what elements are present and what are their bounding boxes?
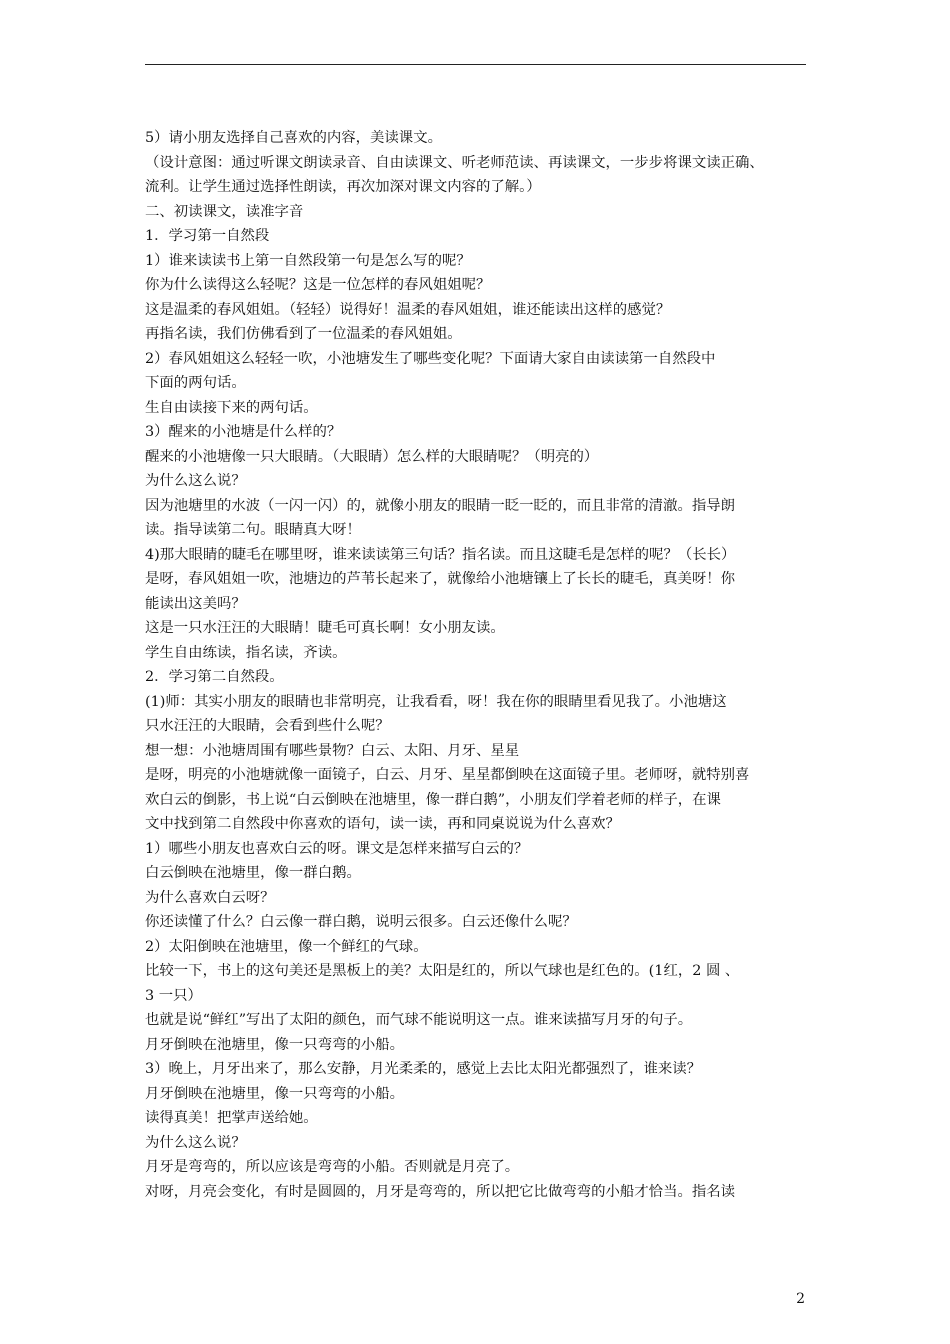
text-line: 这是温柔的春风姐姐。（轻轻）说得好！温柔的春风姐姐，谁还能读出这样的感觉？	[145, 301, 671, 318]
text-line: 你为什么读得这么轻呢？这是一位怎样的春风姐姐呢？	[145, 277, 491, 293]
document-body	[145, 126, 809, 1204]
text-line: 想一想：小池塘周围有哪些景物？白云、太阳、月牙、星星	[145, 742, 520, 759]
text-line: 3）晚上，月牙出来了，那么安静，月光柔柔的，感觉上去比太阳光都强烈了，谁来读？	[145, 1061, 702, 1077]
text-line: 3）醒来的小池塘是什么样的？	[145, 424, 342, 440]
text-line: 2）太阳倒映在池塘里，像一个鲜红的气球。	[145, 938, 428, 955]
text-line: 月牙倒映在池塘里，像一只弯弯的小船。	[145, 1036, 405, 1053]
text-line: 1）谁来读读书上第一自然段第一句是怎么写的呢？	[145, 252, 471, 269]
text-line: 因为池塘里的水波（一闪一闪）的，就像小朋友的眼睛一眨一眨的，而且非常的清澈。指导朗	[145, 497, 736, 514]
text-line: 1）哪些小朋友也喜欢白云的呀。课文是怎样来描写白云的？	[145, 840, 529, 857]
text-line: 是呀，明亮的小池塘就像一面镜子，白云、月牙、星星都倒映在这面镜子里。老师呀，就特别喜	[145, 767, 750, 783]
text-line: 只水汪汪的大眼睛，会看到些什么呢？	[145, 718, 390, 734]
text-line: 再指名读，我们仿佛看到了一位温柔的春风姐姐。	[145, 326, 462, 342]
text-line: 生自由读接下来的两句话。	[145, 399, 318, 416]
text-line: (1)师：其实小朋友的眼睛也非常明亮，让我看看，呀！我在你的眼睛里看见我了。小池塘这	[145, 693, 727, 710]
text-line: 读得真美！把掌声送给她。	[145, 1110, 318, 1126]
text-line: 文中找到第二自然段中你喜欢的语句，读一读，再和同桌说说为什么喜欢？	[145, 816, 620, 832]
text-line: 比较一下，书上的这句美还是黑板上的美？太阳是红的，所以气球也是红色的。(1红，2 圆 、	[145, 963, 740, 979]
text-line: 流利。让学生通过选择性朗读，再次加深对课文内容的了解。）	[145, 179, 541, 195]
text-line: 1．学习第一自然段	[145, 228, 270, 244]
text-line: （设计意图：通过听课文朗读录音、自由读课文、听老师范读、再读课文，一步步将课文读正确、	[145, 154, 764, 171]
text-line: 学生自由练读，指名读，齐读。	[145, 644, 347, 661]
text-line: 这是一只水汪汪的大眼睛！睫毛可真长啊！女小朋友读。	[145, 620, 505, 636]
text-line: 读。指导读第二句。眼睛真大呀！	[145, 522, 361, 538]
text-line: 2．学习第二自然段。	[145, 669, 284, 685]
text-line: 月牙是弯弯的，所以应该是弯弯的小船。否则就是月亮了。	[145, 1159, 520, 1175]
text-line: 醒来的小池塘像一只大眼睛。（大眼睛）怎么样的大眼睛呢？（明亮的）	[145, 448, 599, 465]
text-line: 2）春风姐姐这么轻轻一吹，小池塘发生了哪些变化呢？下面请大家自由读读第一自然段中	[145, 350, 716, 367]
text-line: 也就是说“鲜红”写出了太阳的颜色，而气球不能说明这一点。谁来读描写月牙的句子。	[145, 1012, 693, 1028]
text-line: 3 一只）	[145, 987, 202, 1004]
header-rule	[145, 64, 806, 65]
page-number: 2	[796, 1291, 805, 1307]
text-line: 4)那大眼睛的睫毛在哪里呀，谁来读读第三句话？指名读。而且这睫毛是怎样的呢？（长长）	[145, 546, 736, 563]
text-line: 为什么这么说？	[145, 1134, 246, 1151]
text-line: 能读出这美吗？	[145, 595, 246, 612]
text-line: 5）请小朋友选择自己喜欢的内容，美读课文。	[145, 130, 442, 146]
text-line: 白云倒映在池塘里，像一群白鹅。	[145, 865, 361, 881]
text-line: 为什么喜欢白云呀？	[145, 889, 275, 906]
text-line: 为什么这么说？	[145, 473, 246, 489]
text-line: 下面的两句话。	[145, 375, 246, 391]
text-line: 欢白云的倒影，书上说“白云倒映在池塘里，像一群白鹅”，小朋友们学着老师的样子，在课	[145, 791, 721, 808]
text-line: 月牙倒映在池塘里，像一只弯弯的小船。	[145, 1085, 405, 1102]
text-line: 二、初读课文，读准字音	[145, 203, 304, 220]
text-line: 你还读懂了什么？白云像一群白鹅，说明云很多。白云还像什么呢？	[145, 914, 577, 930]
text-line: 对呀，月亮会变化，有时是圆圆的，月牙是弯弯的，所以把它比做弯弯的小船才恰当。指名读	[145, 1183, 736, 1200]
text-line: 是呀，春风姐姐一吹，池塘边的芦苇长起来了，就像给小池塘镶上了长长的睫毛，真美呀！你	[145, 571, 736, 587]
